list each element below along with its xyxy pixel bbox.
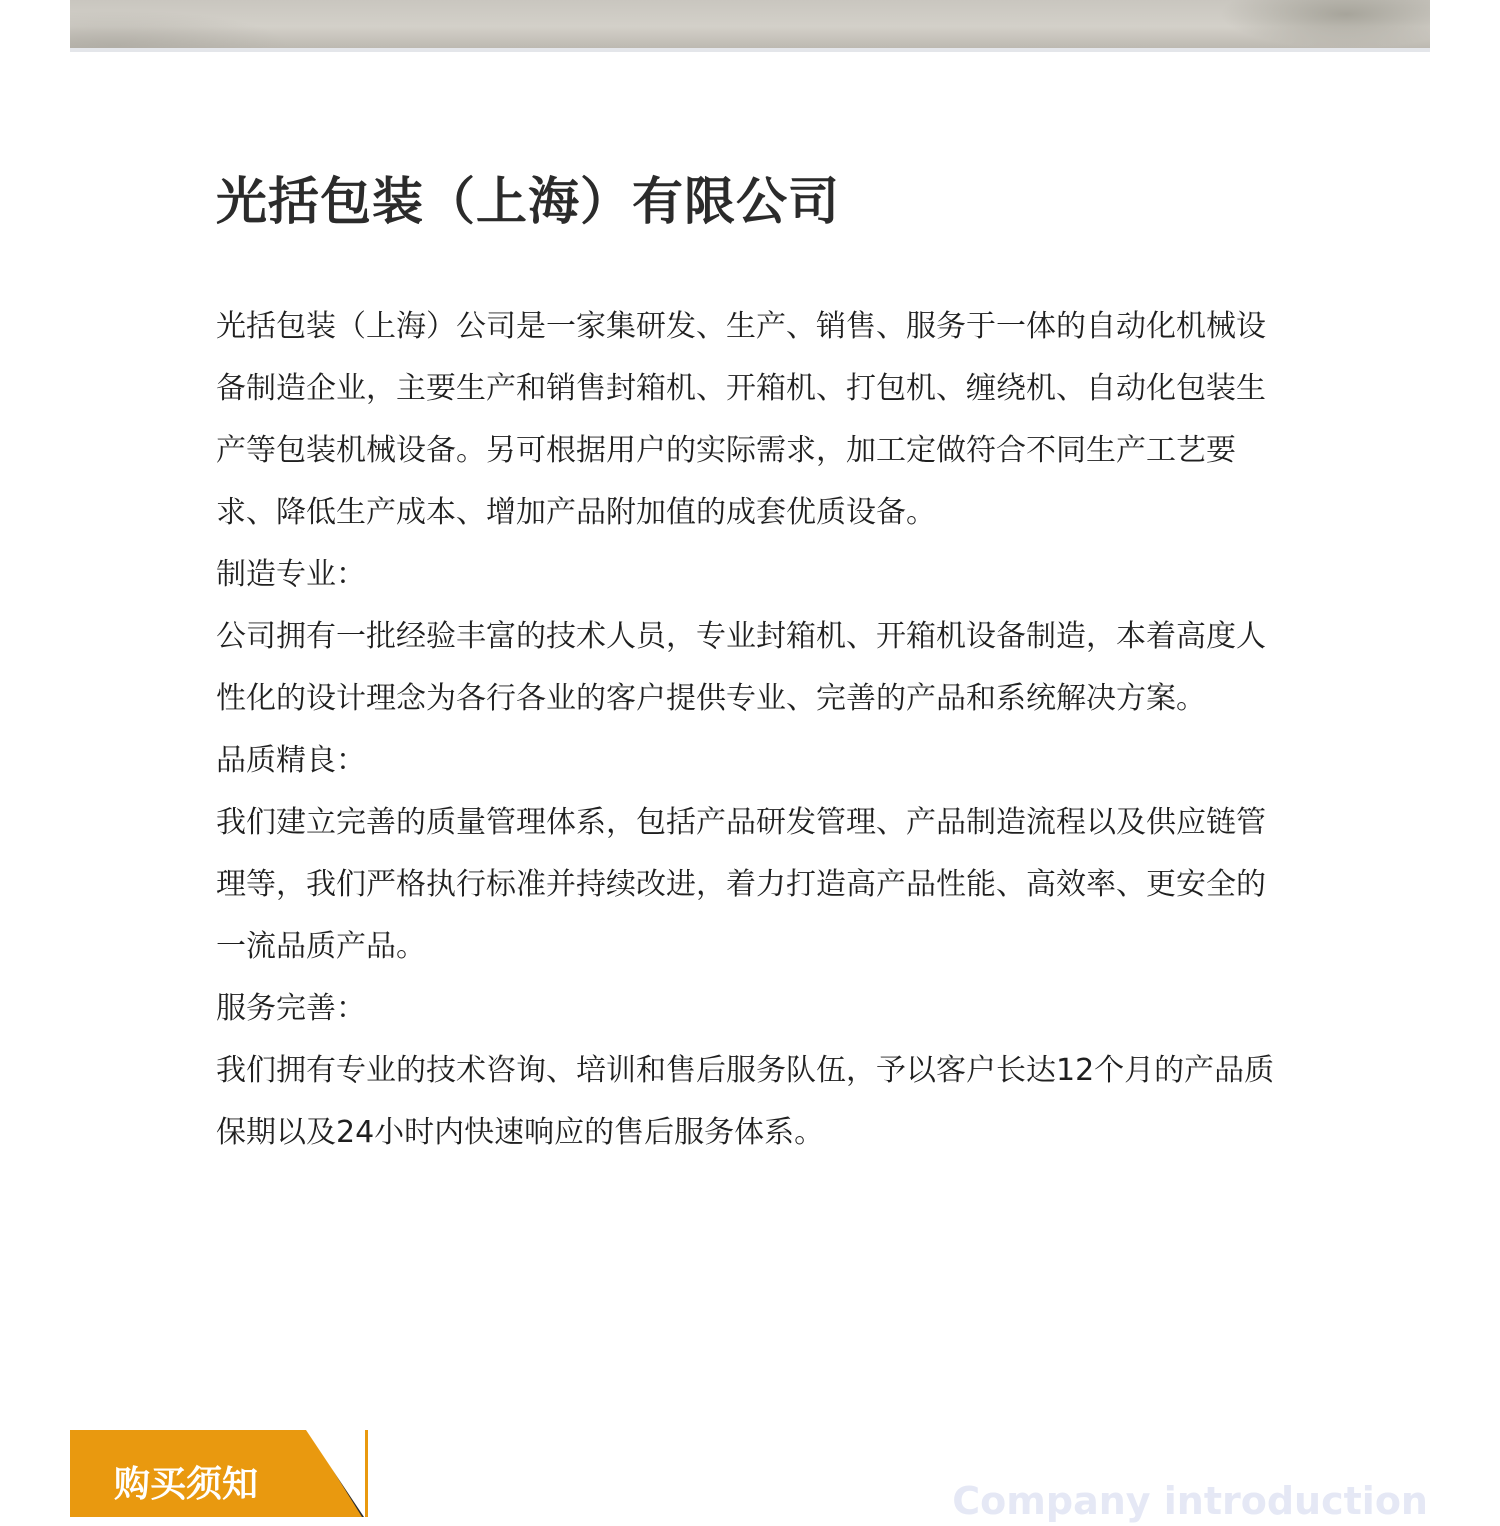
- tab-edge-line: [365, 1430, 368, 1517]
- intro-paragraph: 光括包装（上海）公司是一家集研发、生产、销售、服务于一体的自动化机械设备制造企业，主要生产和销售封箱机、开箱机、打包机、缠绕机、自动化包装生产等包装机械设备。另可根据用户的实际需求，加工定做符合不同生产工艺要求、降低生产成本、增加产品附加值的成套优质设备。: [216, 309, 1266, 530]
- banner-decoration: [70, 10, 290, 50]
- section-heading-service: 服务完善：: [216, 991, 366, 1026]
- section-heading-manufacturing: 制造专业：: [216, 557, 366, 592]
- company-title: 光括包装（上海）有限公司: [216, 173, 841, 232]
- english-section-label: Company introduction: [952, 1479, 1428, 1523]
- top-banner-image: [70, 0, 1430, 52]
- company-introduction: [216, 296, 1280, 1164]
- purchase-notice-label: 购买须知: [114, 1464, 259, 1505]
- manufacturing-paragraph: 公司拥有一批经验丰富的技术人员，专业封箱机、开箱机设备制造，本着高度人性化的设计理念为各行各业的客户提供专业、完善的产品和系统解决方案。: [216, 619, 1266, 716]
- section-heading-quality: 品质精良：: [216, 743, 366, 778]
- quality-paragraph: 我们建立完善的质量管理体系，包括产品研发管理、产品制造流程以及供应链管理等，我们严格执行标准并持续改进，着力打造高产品性能、高效率、更安全的一流品质产品。: [216, 805, 1266, 964]
- banner-decoration: [1220, 0, 1430, 48]
- service-paragraph: 我们拥有专业的技术咨询、培训和售后服务队伍，予以客户长达12个月的产品质保期以及24小时内快速响应的售后服务体系。: [216, 1053, 1275, 1150]
- purchase-notice-tab: [70, 1430, 368, 1517]
